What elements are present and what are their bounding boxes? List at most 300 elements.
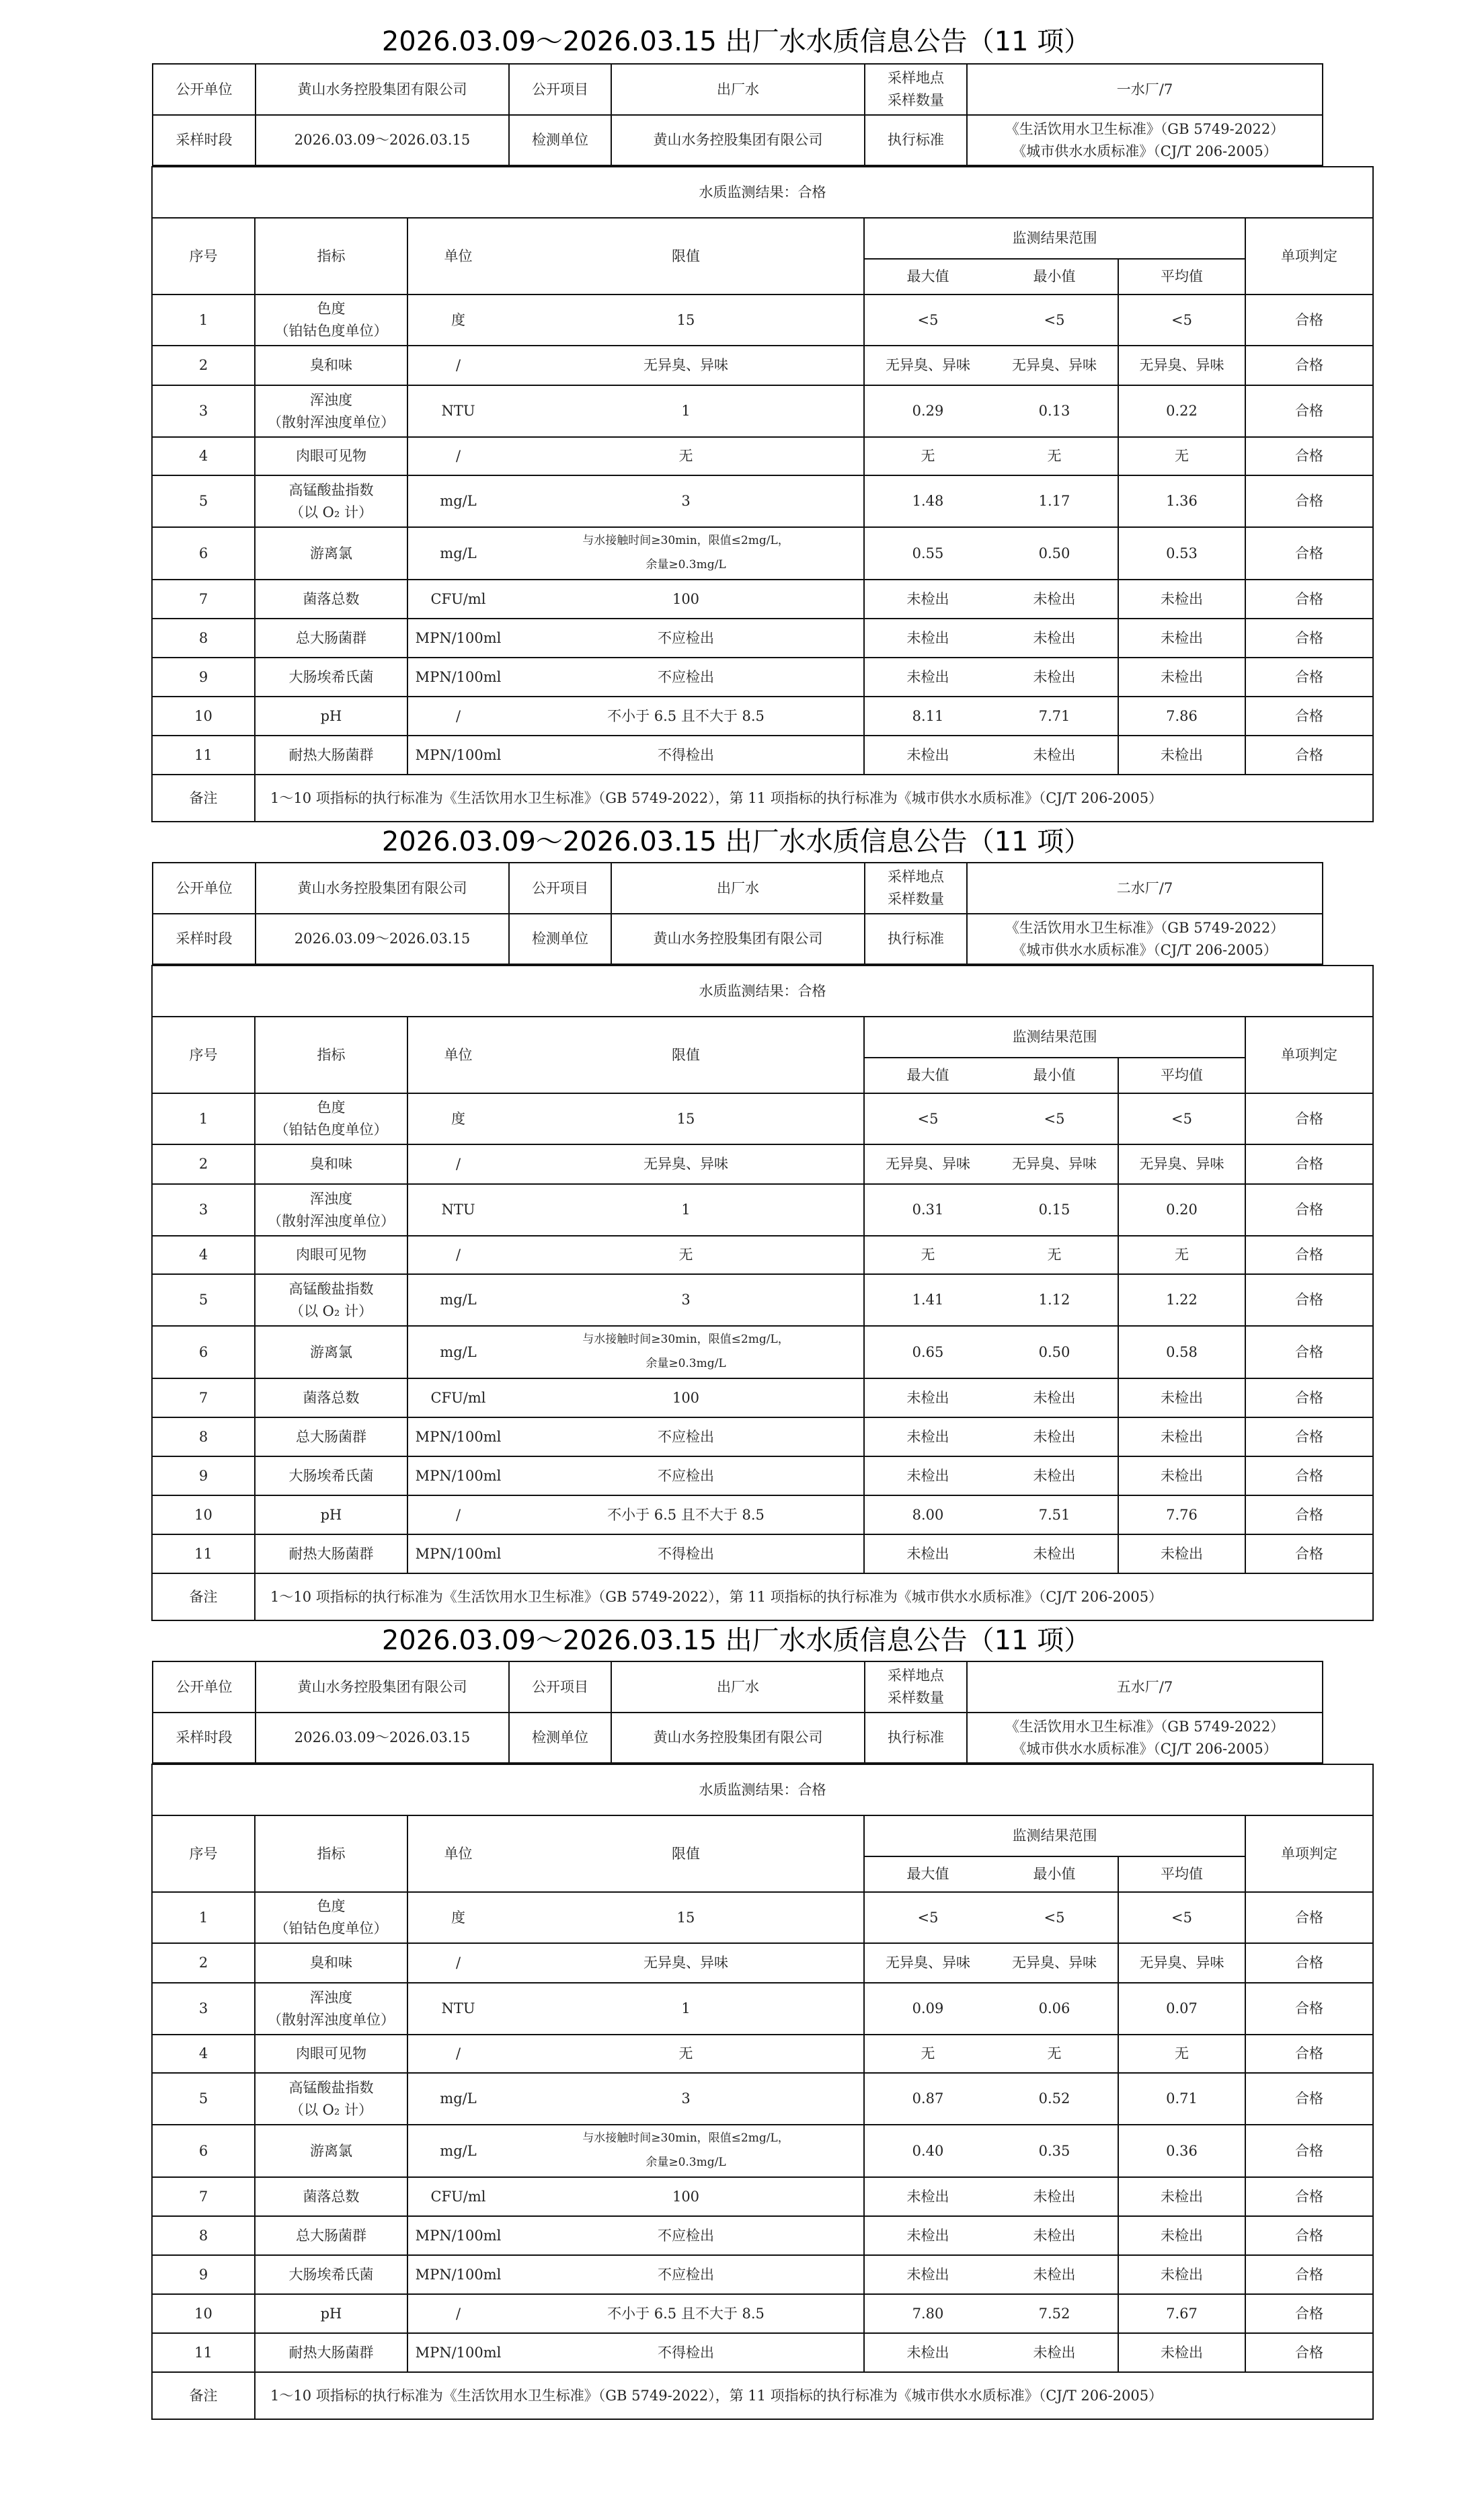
cell-unit: NTU	[407, 1983, 508, 2035]
cell-unit: /	[407, 437, 508, 475]
cell-avg: 无	[1118, 1236, 1245, 1274]
standard-label: 执行标准	[865, 1713, 967, 1763]
overall-result: 水质监测结果：合格	[152, 966, 1373, 1017]
cell-limit: 不得检出	[508, 736, 864, 775]
note-text: 1～10 项指标的执行标准为《生活饮用水卫生标准》（GB 5749-2022），第 11 项指标的执行标准为《城市供水水质标准》（CJ/T 206-2005）	[255, 2372, 1373, 2419]
cell-avg: 未检出	[1118, 1378, 1245, 1417]
cell-avg: 未检出	[1118, 619, 1245, 658]
table-row	[152, 1093, 1373, 1144]
cell-max: 未检出	[864, 2255, 991, 2294]
cell-judgement: 合格	[1245, 1236, 1373, 1274]
info-table	[152, 862, 1323, 965]
cell-seq: 10	[152, 1495, 255, 1534]
cell-unit: MPN/100ml	[407, 1534, 508, 1573]
publisher-value: 黄山水务控股集团有限公司	[256, 863, 509, 914]
cell-seq: 9	[152, 2255, 255, 2294]
cell-min: 0.06	[991, 1983, 1118, 2035]
table-row	[152, 619, 1373, 658]
cell-min: 无	[991, 1236, 1118, 1274]
cell-min: 未检出	[991, 2333, 1118, 2372]
cell-limit: 不应检出	[508, 658, 864, 697]
cell-limit: 不应检出	[508, 2255, 864, 2294]
cell-unit: CFU/ml	[407, 2177, 508, 2216]
cell-unit: CFU/ml	[407, 580, 508, 619]
cell-min: 0.50	[991, 1326, 1118, 1378]
cell-unit: 度	[407, 294, 508, 346]
testing-unit-label: 检测单位	[509, 115, 611, 165]
cell-seq: 11	[152, 736, 255, 775]
cell-min: 无	[991, 437, 1118, 475]
cell-min: 未检出	[991, 580, 1118, 619]
cell-limit: 无	[508, 1236, 864, 1274]
cell-limit: 不得检出	[508, 2333, 864, 2372]
cell-avg: 未检出	[1118, 1456, 1245, 1495]
cell-indicator: 游离氯	[255, 1326, 407, 1378]
cell-max: 7.80	[864, 2294, 991, 2333]
cell-seq: 2	[152, 346, 255, 385]
table-row	[152, 580, 1373, 619]
site-count-value: 二水厂/7	[967, 863, 1323, 914]
cell-seq: 6	[152, 2125, 255, 2177]
cell-avg: <5	[1118, 1892, 1245, 1943]
table-row	[152, 2035, 1373, 2073]
testing-unit-label: 检测单位	[509, 914, 611, 964]
table-row	[152, 1274, 1373, 1326]
table-row	[152, 2216, 1373, 2255]
cell-judgement: 合格	[1245, 2125, 1373, 2177]
cell-avg: 无异臭、异味	[1118, 346, 1245, 385]
header-indicator: 指标	[255, 218, 407, 294]
period-value: 2026.03.09～2026.03.15	[256, 914, 509, 964]
cell-unit: MPN/100ml	[407, 658, 508, 697]
site-count-label: 采样地点 采样数量	[865, 64, 967, 115]
cell-min: 未检出	[991, 736, 1118, 775]
cell-min: 0.13	[991, 385, 1118, 437]
cell-max: 未检出	[864, 2216, 991, 2255]
cell-indicator: pH	[255, 697, 407, 736]
cell-indicator: 总大肠菌群	[255, 2216, 407, 2255]
testing-unit-value: 黄山水务控股集团有限公司	[611, 914, 865, 964]
cell-limit: 无异臭、异味	[508, 1144, 864, 1184]
cell-judgement: 合格	[1245, 1093, 1373, 1144]
cell-indicator: 肉眼可见物	[255, 2035, 407, 2073]
note-label: 备注	[152, 775, 255, 822]
cell-indicator: 游离氯	[255, 527, 407, 580]
note-label: 备注	[152, 2372, 255, 2419]
cell-avg: 未检出	[1118, 736, 1245, 775]
cell-max: 未检出	[864, 2177, 991, 2216]
cell-indicator: 浑浊度 （散射浑浊度单位）	[255, 1983, 407, 2035]
cell-max: 1.41	[864, 1274, 991, 1326]
info-row-1	[152, 862, 1373, 966]
cell-avg: 未检出	[1118, 1534, 1245, 1573]
cell-indicator: 肉眼可见物	[255, 437, 407, 475]
cell-avg: 无	[1118, 437, 1245, 475]
document	[151, 0, 1338, 2420]
cell-avg: 未检出	[1118, 2177, 1245, 2216]
info-row-1	[152, 63, 1373, 167]
cell-seq: 2	[152, 1943, 255, 1983]
cell-indicator: 耐热大肠菌群	[255, 1534, 407, 1573]
table-row	[152, 294, 1373, 346]
cell-unit: /	[407, 1144, 508, 1184]
header-avg: 平均值	[1118, 259, 1245, 294]
cell-indicator: 色度 （铂钴色度单位）	[255, 294, 407, 346]
period-label: 采样时段	[153, 1713, 256, 1763]
cell-unit: MPN/100ml	[407, 2216, 508, 2255]
report-block	[151, 0, 1338, 822]
cell-unit: 度	[407, 1093, 508, 1144]
testing-unit-value: 黄山水务控股集团有限公司	[611, 1713, 865, 1763]
cell-min: 0.52	[991, 2073, 1118, 2125]
cell-unit: /	[407, 2035, 508, 2073]
cell-unit: /	[407, 2294, 508, 2333]
cell-indicator: 大肠埃希氏菌	[255, 2255, 407, 2294]
cell-seq: 4	[152, 1236, 255, 1274]
header-unit: 单位	[407, 1815, 508, 1892]
cell-unit: /	[407, 1236, 508, 1274]
header-seq: 序号	[152, 1815, 255, 1892]
table-row	[152, 346, 1373, 385]
cell-limit: 3	[508, 1274, 864, 1326]
header-range: 监测结果范围	[864, 1815, 1245, 1856]
note-text: 1～10 项指标的执行标准为《生活饮用水卫生标准》（GB 5749-2022），第 11 项指标的执行标准为《城市供水水质标准》（CJ/T 206-2005）	[255, 1573, 1373, 1620]
standard-value: 《生活饮用水卫生标准》（GB 5749-2022） 《城市供水水质标准》（CJ/T 206-2005）	[967, 914, 1323, 964]
cell-seq: 10	[152, 697, 255, 736]
table-row	[152, 697, 1373, 736]
standard-value: 《生活饮用水卫生标准》（GB 5749-2022） 《城市供水水质标准》（CJ/T 206-2005）	[967, 1713, 1323, 1763]
cell-seq: 10	[152, 2294, 255, 2333]
header-max: 最大值	[864, 259, 991, 294]
cell-max: 无	[864, 1236, 991, 1274]
cell-seq: 5	[152, 2073, 255, 2125]
info-row-1	[152, 1661, 1373, 1764]
cell-min: <5	[991, 1892, 1118, 1943]
overall-result: 水质监测结果：合格	[152, 1764, 1373, 1815]
cell-avg: 未检出	[1118, 580, 1245, 619]
cell-max: 未检出	[864, 736, 991, 775]
cell-min: 7.51	[991, 1495, 1118, 1534]
cell-max: 0.09	[864, 1983, 991, 2035]
cell-seq: 3	[152, 385, 255, 437]
cell-judgement: 合格	[1245, 1144, 1373, 1184]
cell-avg: <5	[1118, 294, 1245, 346]
cell-max: 0.31	[864, 1184, 991, 1236]
note-label: 备注	[152, 1573, 255, 1620]
cell-seq: 8	[152, 619, 255, 658]
cell-indicator: 总大肠菌群	[255, 619, 407, 658]
overall-result: 水质监测结果：合格	[152, 167, 1373, 218]
cell-judgement: 合格	[1245, 2216, 1373, 2255]
cell-min: 7.52	[991, 2294, 1118, 2333]
cell-min: 0.35	[991, 2125, 1118, 2177]
cell-min: 1.12	[991, 1274, 1118, 1326]
cell-min: 未检出	[991, 1534, 1118, 1573]
cell-max: 无	[864, 437, 991, 475]
cell-unit: NTU	[407, 1184, 508, 1236]
cell-limit: 100	[508, 580, 864, 619]
cell-max: 0.65	[864, 1326, 991, 1378]
cell-unit: /	[407, 1943, 508, 1983]
note-text: 1～10 项指标的执行标准为《生活饮用水卫生标准》（GB 5749-2022），第 11 项指标的执行标准为《城市供水水质标准》（CJ/T 206-2005）	[255, 775, 1373, 822]
publisher-label: 公开单位	[153, 863, 256, 914]
report-block	[151, 822, 1338, 1621]
cell-seq: 1	[152, 1093, 255, 1144]
cell-unit: MPN/100ml	[407, 619, 508, 658]
cell-max: 无异臭、异味	[864, 1943, 991, 1983]
cell-max: 未检出	[864, 1378, 991, 1417]
cell-seq: 9	[152, 1456, 255, 1495]
cell-judgement: 合格	[1245, 1184, 1373, 1236]
cell-unit: mg/L	[407, 527, 508, 580]
site-count-label: 采样地点 采样数量	[865, 1661, 967, 1713]
period-label: 采样时段	[153, 115, 256, 165]
cell-limit: 1	[508, 1983, 864, 2035]
report-block	[151, 1621, 1338, 2420]
cell-unit: 度	[407, 1892, 508, 1943]
cell-indicator: pH	[255, 2294, 407, 2333]
cell-avg: 未检出	[1118, 2333, 1245, 2372]
site-count-value: 一水厂/7	[967, 64, 1323, 115]
header-min: 最小值	[991, 259, 1118, 294]
cell-avg: 无异臭、异味	[1118, 1943, 1245, 1983]
cell-limit: 不小于 6.5 且不大于 8.5	[508, 697, 864, 736]
cell-judgement: 合格	[1245, 437, 1373, 475]
cell-max: 未检出	[864, 1456, 991, 1495]
cell-avg: 0.53	[1118, 527, 1245, 580]
cell-avg: 0.07	[1118, 1983, 1245, 2035]
cell-judgement: 合格	[1245, 1417, 1373, 1456]
header-unit: 单位	[407, 218, 508, 294]
header-judgement: 单项判定	[1245, 218, 1373, 294]
cell-max: <5	[864, 294, 991, 346]
cell-indicator: 高锰酸盐指数 （以 O₂ 计）	[255, 475, 407, 527]
cell-avg: 0.20	[1118, 1184, 1245, 1236]
site-count-label: 采样地点 采样数量	[865, 863, 967, 914]
cell-judgement: 合格	[1245, 736, 1373, 775]
cell-min: 未检出	[991, 1456, 1118, 1495]
cell-seq: 7	[152, 580, 255, 619]
header-range: 监测结果范围	[864, 1017, 1245, 1058]
cell-avg: 7.76	[1118, 1495, 1245, 1534]
cell-avg: 未检出	[1118, 2216, 1245, 2255]
cell-judgement: 合格	[1245, 1892, 1373, 1943]
header-judgement: 单项判定	[1245, 1017, 1373, 1093]
testing-unit-label: 检测单位	[509, 1713, 611, 1763]
cell-min: 无	[991, 2035, 1118, 2073]
cell-min: 未检出	[991, 1378, 1118, 1417]
cell-indicator: 高锰酸盐指数 （以 O₂ 计）	[255, 1274, 407, 1326]
cell-limit: 不小于 6.5 且不大于 8.5	[508, 2294, 864, 2333]
cell-seq: 1	[152, 1892, 255, 1943]
header-avg: 平均值	[1118, 1058, 1245, 1093]
cell-unit: mg/L	[407, 2073, 508, 2125]
table-row	[152, 1378, 1373, 1417]
cell-unit: /	[407, 1495, 508, 1534]
cell-limit: 与水接触时间≥30min，限值≤2mg/L， 余量≥0.3mg/L	[508, 527, 864, 580]
cell-indicator: 臭和味	[255, 1943, 407, 1983]
cell-judgement: 合格	[1245, 2035, 1373, 2073]
cell-limit: 15	[508, 1093, 864, 1144]
header-judgement: 单项判定	[1245, 1815, 1373, 1892]
cell-seq: 9	[152, 658, 255, 697]
cell-max: 0.29	[864, 385, 991, 437]
cell-unit: MPN/100ml	[407, 736, 508, 775]
cell-limit: 不应检出	[508, 619, 864, 658]
publisher-value: 黄山水务控股集团有限公司	[256, 1661, 509, 1713]
cell-seq: 11	[152, 2333, 255, 2372]
cell-indicator: 臭和味	[255, 1144, 407, 1184]
cell-judgement: 合格	[1245, 1495, 1373, 1534]
cell-unit: MPN/100ml	[407, 2333, 508, 2372]
cell-avg: 未检出	[1118, 1417, 1245, 1456]
header-min: 最小值	[991, 1058, 1118, 1093]
cell-limit: 无异臭、异味	[508, 1943, 864, 1983]
cell-limit: 3	[508, 475, 864, 527]
cell-judgement: 合格	[1245, 580, 1373, 619]
publisher-label: 公开单位	[153, 1661, 256, 1713]
cell-unit: MPN/100ml	[407, 1417, 508, 1456]
cell-unit: mg/L	[407, 475, 508, 527]
header-min: 最小值	[991, 1856, 1118, 1892]
table-row	[152, 1144, 1373, 1184]
standard-label: 执行标准	[865, 914, 967, 964]
cell-min: 7.71	[991, 697, 1118, 736]
cell-max: 0.87	[864, 2073, 991, 2125]
table-row	[152, 385, 1373, 437]
cell-min: 无异臭、异味	[991, 1943, 1118, 1983]
cell-indicator: 浑浊度 （散射浑浊度单位）	[255, 1184, 407, 1236]
table-row	[152, 1495, 1373, 1534]
report-title: 2026.03.09～2026.03.15 出厂水水质信息公告（11 项）	[381, 1625, 1091, 1656]
cell-seq: 7	[152, 2177, 255, 2216]
cell-max: 0.40	[864, 2125, 991, 2177]
cell-indicator: 浑浊度 （散射浑浊度单位）	[255, 385, 407, 437]
cell-unit: NTU	[407, 385, 508, 437]
item-value: 出厂水	[611, 863, 865, 914]
report-title: 2026.03.09～2026.03.15 出厂水水质信息公告（11 项）	[381, 26, 1091, 57]
cell-limit: 不应检出	[508, 1456, 864, 1495]
cell-min: 未检出	[991, 658, 1118, 697]
cell-indicator: 臭和味	[255, 346, 407, 385]
cell-max: 1.48	[864, 475, 991, 527]
period-value: 2026.03.09～2026.03.15	[256, 115, 509, 165]
cell-judgement: 合格	[1245, 475, 1373, 527]
cell-indicator: 耐热大肠菌群	[255, 736, 407, 775]
cell-indicator: 菌落总数	[255, 1378, 407, 1417]
standard-value: 《生活饮用水卫生标准》（GB 5749-2022） 《城市供水水质标准》（CJ/T 206-2005）	[967, 115, 1323, 165]
cell-seq: 3	[152, 1983, 255, 2035]
cell-avg: 1.22	[1118, 1274, 1245, 1326]
info-table	[152, 1661, 1323, 1764]
period-label: 采样时段	[153, 914, 256, 964]
cell-seq: 6	[152, 1326, 255, 1378]
item-label: 公开项目	[509, 1661, 611, 1713]
table-row	[152, 2294, 1373, 2333]
cell-seq: 2	[152, 1144, 255, 1184]
cell-judgement: 合格	[1245, 1378, 1373, 1417]
cell-min: <5	[991, 294, 1118, 346]
table-row	[152, 1456, 1373, 1495]
cell-avg: 0.22	[1118, 385, 1245, 437]
cell-min: 0.50	[991, 527, 1118, 580]
cell-judgement: 合格	[1245, 2333, 1373, 2372]
cell-judgement: 合格	[1245, 1274, 1373, 1326]
cell-seq: 4	[152, 2035, 255, 2073]
cell-min: 未检出	[991, 2177, 1118, 2216]
cell-max: 8.11	[864, 697, 991, 736]
cell-seq: 5	[152, 475, 255, 527]
publisher-value: 黄山水务控股集团有限公司	[256, 64, 509, 115]
cell-unit: MPN/100ml	[407, 2255, 508, 2294]
cell-judgement: 合格	[1245, 697, 1373, 736]
header-max: 最大值	[864, 1856, 991, 1892]
site-count-value: 五水厂/7	[967, 1661, 1323, 1713]
cell-judgement: 合格	[1245, 1456, 1373, 1495]
cell-limit: 100	[508, 2177, 864, 2216]
cell-max: 未检出	[864, 1534, 991, 1573]
cell-seq: 8	[152, 2216, 255, 2255]
cell-limit: 无	[508, 2035, 864, 2073]
cell-unit: mg/L	[407, 1326, 508, 1378]
cell-min: 无异臭、异味	[991, 1144, 1118, 1184]
period-value: 2026.03.09～2026.03.15	[256, 1713, 509, 1763]
cell-limit: 不小于 6.5 且不大于 8.5	[508, 1495, 864, 1534]
cell-min: <5	[991, 1093, 1118, 1144]
cell-max: 无异臭、异味	[864, 346, 991, 385]
publisher-label: 公开单位	[153, 64, 256, 115]
table-row	[152, 2125, 1373, 2177]
cell-max: 未检出	[864, 580, 991, 619]
cell-max: 0.55	[864, 527, 991, 580]
item-label: 公开项目	[509, 863, 611, 914]
cell-indicator: 游离氯	[255, 2125, 407, 2177]
item-value: 出厂水	[611, 64, 865, 115]
cell-seq: 7	[152, 1378, 255, 1417]
cell-avg: 无	[1118, 2035, 1245, 2073]
cell-avg: 7.67	[1118, 2294, 1245, 2333]
table-row	[152, 1892, 1373, 1943]
cell-avg: 1.36	[1118, 475, 1245, 527]
table-row	[152, 475, 1373, 527]
cell-max: 未检出	[864, 619, 991, 658]
cell-indicator: 大肠埃希氏菌	[255, 658, 407, 697]
cell-indicator: 肉眼可见物	[255, 1236, 407, 1274]
testing-unit-value: 黄山水务控股集团有限公司	[611, 115, 865, 165]
table-row	[152, 658, 1373, 697]
cell-avg: 0.58	[1118, 1326, 1245, 1378]
table-row	[152, 1943, 1373, 1983]
cell-min: 无异臭、异味	[991, 346, 1118, 385]
cell-seq: 5	[152, 1274, 255, 1326]
cell-seq: 3	[152, 1184, 255, 1236]
cell-max: 未检出	[864, 2333, 991, 2372]
cell-limit: 1	[508, 385, 864, 437]
cell-judgement: 合格	[1245, 1983, 1373, 2035]
cell-avg: 7.86	[1118, 697, 1245, 736]
cell-max: <5	[864, 1892, 991, 1943]
header-seq: 序号	[152, 1017, 255, 1093]
cell-max: 无	[864, 2035, 991, 2073]
header-seq: 序号	[152, 218, 255, 294]
cell-seq: 1	[152, 294, 255, 346]
cell-min: 未检出	[991, 1417, 1118, 1456]
cell-max: 未检出	[864, 658, 991, 697]
cell-min: 未检出	[991, 619, 1118, 658]
table-row	[152, 1534, 1373, 1573]
item-label: 公开项目	[509, 64, 611, 115]
cell-indicator: 总大肠菌群	[255, 1417, 407, 1456]
